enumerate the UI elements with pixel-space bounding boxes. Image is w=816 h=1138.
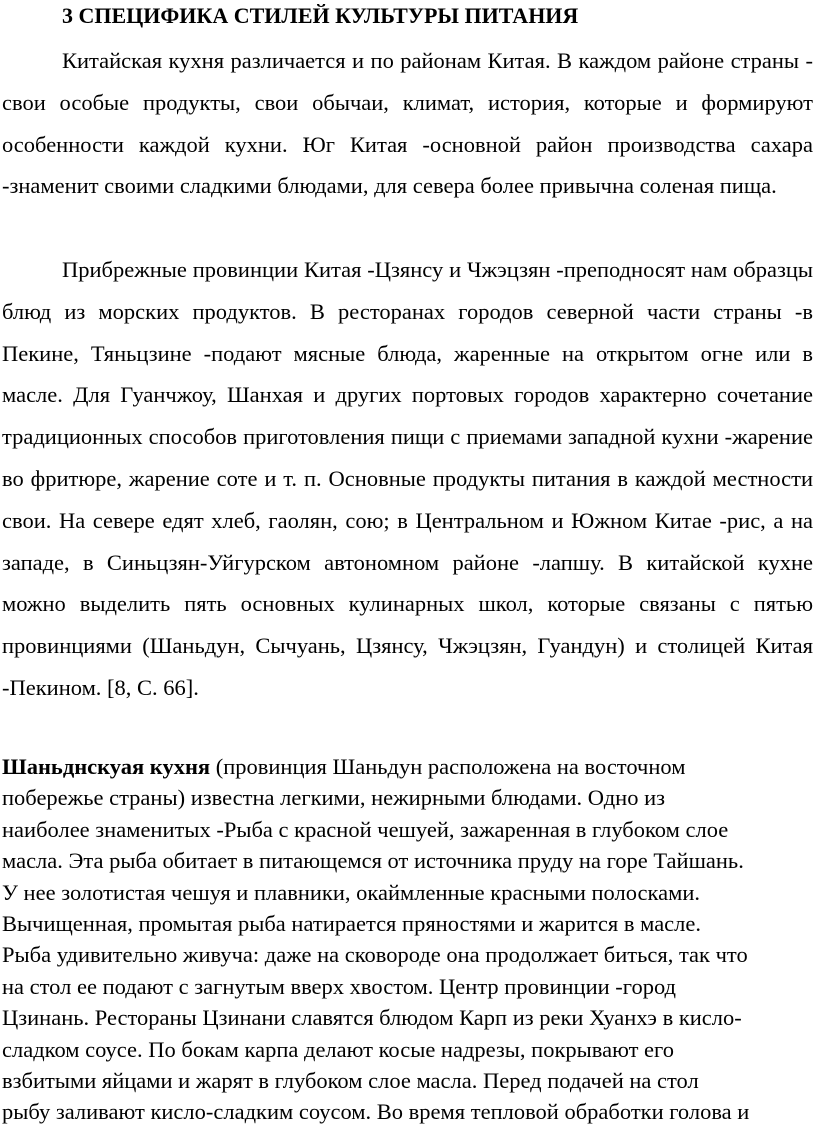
section-line: наиболее знаменитых -Рыба с красной чешуей, зажаренная в глубоком слое xyxy=(2,816,729,842)
section-line: на стол ее подают с загнутым вверх хвостом. Центр провинции -город xyxy=(2,973,677,999)
section-line: рыбу заливают кисло-сладким соусом. Во время тепловой обработки голова и xyxy=(2,1099,750,1125)
section-line: Рыба удивительно живуча: даже на сковороде она продолжает биться, так что xyxy=(2,942,748,968)
paragraph-coastal-provinces xyxy=(2,249,813,709)
section-shandong-cuisine xyxy=(2,751,815,1128)
section-line: Вычищенная, промытая рыба натирается пряностями и жарится в масле. xyxy=(2,911,702,937)
section-line: Цзинань. Рестораны Цзинани славятся блюдом Карп из реки Хуанхэ в кисло- xyxy=(2,1005,742,1031)
section-line: побережье страны) известна легкими, нежирными блюдами. Одно из xyxy=(2,785,665,811)
paragraph-text: Прибрежные провинции Китая -Цзянсу и Чжэцзян -преподносят нам образцы блюд из морских продуктов. В ресторанах городов северной части страны -в Пекине, Тяньцзине -подают мясные блюда, жаренные на открытом огне или в масле. Для Гуанчжоу, Шанхая и других портовых городов характерно сочетание традиционных способов приготовления пищи с приемами западной кухни -жарение во фритюре, жарение соте и т. п. Основные продукты питания в каждой местности свои. На севере едят хлеб, гаолян, сою; в Центральном и Южном Китае -рис, а на западе, в Синьцзян-Уйгурском автономном районе -лапшу. В китайской кухне можно выделить пять основных кулинарных школ, которые связаны с пятью провинциями (Шаньдун, Сычуань, Цзянсу, Чжэцзян, Гуандун) и столицей Китая -Пекином. [8, С. 66]. xyxy=(2,257,813,700)
section-line: взбитыми яйцами и жарят в глубоком слое масла. Перед подачей на стол xyxy=(2,1068,699,1094)
page-title: 3 СПЕЦИФИКА СТИЛЕЙ КУЛЬТУРЫ ПИТАНИЯ xyxy=(62,3,579,28)
section-line: масла. Эта рыба обитает в питающемся от источника пруду на горе Тайшань. xyxy=(2,848,744,874)
paragraph-regional-cuisine xyxy=(2,40,813,207)
section-line: У нее золотистая чешуя и плавники, окаймленные красными полосками. xyxy=(2,879,701,905)
paragraph-text: Китайская кухня различается и по районам Китая. В каждом районе страны - свои особые продукты, свои обычаи, климат, история, которые и формируют особенности каждой кухни. Юг Китая -основной район производства сахара -знаменит своими сладкими блюдами, для севера более привычна соленая пища. xyxy=(2,48,813,199)
section-line: сладком соусе. По бокам карпа делают косые надрезы, покрывают его xyxy=(2,1036,674,1062)
section-line: (провинция Шаньдун расположена на восточном xyxy=(210,754,686,779)
section-title: Шаньднскуая кухня xyxy=(2,754,211,779)
